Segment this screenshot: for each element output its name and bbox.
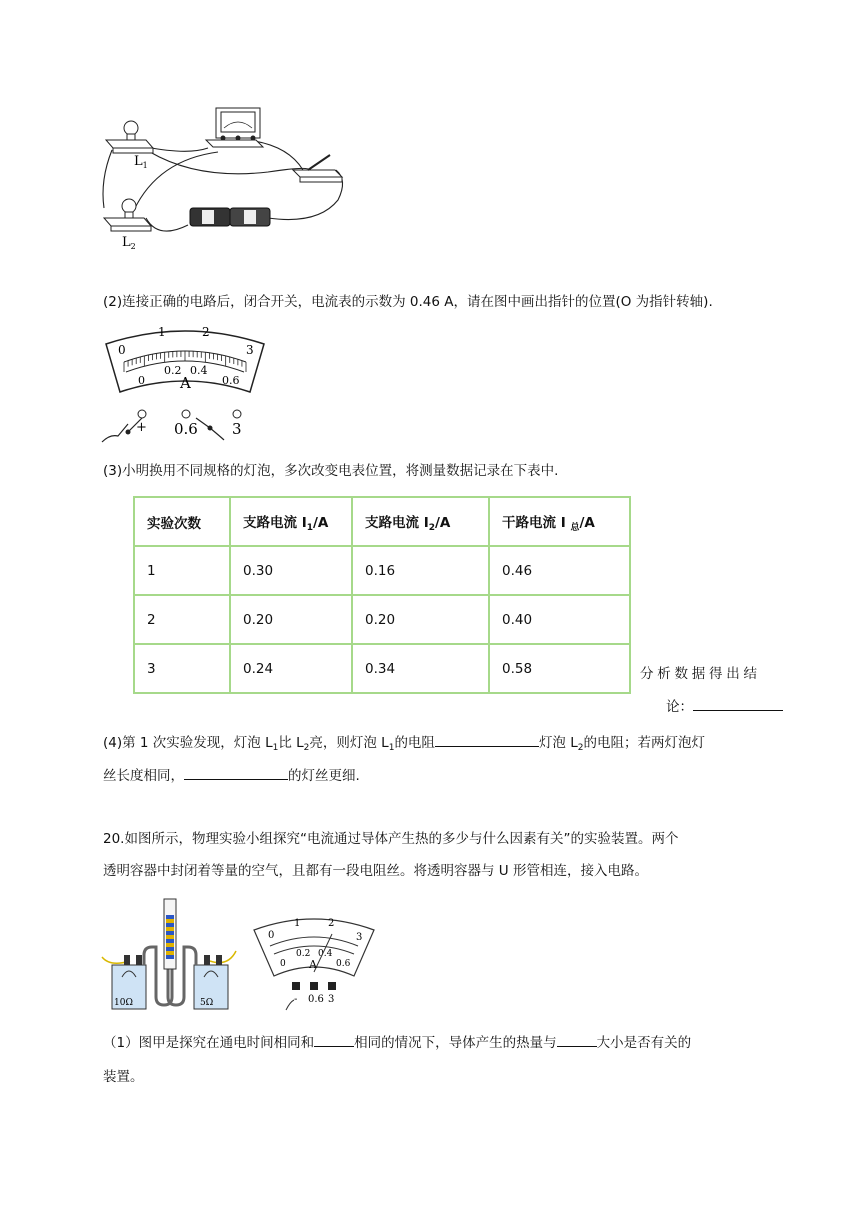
top-scale-1: 1 <box>158 325 166 339</box>
question-20-line-2: 透明容器中封闭着等量的空气，且都有一段电阻丝。将透明容器与 U 形管相连，接入电路。 <box>103 863 648 879</box>
question-20-1-line-2: 装置。 <box>103 1069 144 1085</box>
table-header-row <box>134 497 630 546</box>
cell: 0.34 <box>352 644 489 693</box>
bottom-scale-0-2: 0.2 <box>164 364 182 377</box>
header-main-i: 干路电流 I $_总$/A <box>489 497 630 546</box>
bottom-scale-0-2: 0.2 <box>296 949 311 959</box>
answer-blank <box>184 765 288 780</box>
cell: 2 <box>134 595 230 644</box>
table-row <box>134 546 630 595</box>
top-scale-0: 0 <box>118 343 126 357</box>
cell: 1 <box>134 546 230 595</box>
bottom-scale-0-4: 0.4 <box>318 949 333 959</box>
cell: 0.40 <box>489 595 630 644</box>
terminal-minus: - <box>294 994 298 1005</box>
lamp-l1-label: $L_1$ <box>134 154 148 170</box>
table-row <box>134 595 630 644</box>
cell: 0.20 <box>230 595 352 644</box>
question-20-line-1: 20.如图所示，物理实验小组探究“电流通过导体产生热的多少与什么因素有关”的实验装置。两个 <box>103 831 679 847</box>
lamp-l2-label: $L_2$ <box>122 235 136 251</box>
terminal-0-6: 0.6 <box>308 994 324 1005</box>
answer-blank <box>557 1032 597 1047</box>
cell: 0.30 <box>230 546 352 595</box>
question-2: (2)连接正确的电路后，闭合开关，电流表的示数为 0.46 A，请在图中画出指针的位置(O 为指针转轴). <box>103 294 713 310</box>
conclusion-blank <box>693 696 783 711</box>
question-3: (3)小明换用不同规格的灯泡，多次改变电表位置，将测量数据记录在下表中. <box>103 463 559 479</box>
header-branch-i1: 支路电流 $I_1/A$ <box>230 497 352 546</box>
conclusion-line-1: 分析数据得出结 <box>640 666 757 682</box>
conclusion-line-2: 论： <box>666 696 783 717</box>
answer-blank <box>314 1032 354 1047</box>
cell: 0.46 <box>489 546 630 595</box>
cell: 0.58 <box>489 644 630 693</box>
u-tube-apparatus <box>100 895 240 1015</box>
resistor-5-label: 5Ω <box>200 998 214 1008</box>
header-branch-i2: 支路电流 $I_2/A$ <box>352 497 489 546</box>
header-trial: 实验次数 <box>134 497 230 546</box>
top-scale-1: 1 <box>294 918 301 929</box>
bottom-scale-0-6: 0.6 <box>336 959 351 969</box>
circuit-diagram <box>98 100 358 260</box>
cell: 0.20 <box>352 595 489 644</box>
bottom-scale-0-6: 0.6 <box>222 374 240 387</box>
terminal-0-6: 0.6 <box>174 420 198 438</box>
question-4-line-1: (4)第 1 次实验发现，灯泡 $L_1$比 $L_2$亮，则灯泡 $L_1$的电阻 灯泡 $L_2$的电阻；若两灯泡灯 <box>103 732 705 758</box>
cell: 0.16 <box>352 546 489 595</box>
terminal-plus: + <box>136 420 147 435</box>
top-scale-3: 3 <box>356 932 363 943</box>
ammeter-dial-2 <box>250 912 378 1012</box>
measurement-table <box>133 496 631 694</box>
question-20-1-line-1: （1）图甲是探究在通电时间相同和 相同的情况下，导体产生的热量与 大小是否有关的 <box>103 1032 691 1053</box>
question-4-line-2: 丝长度相同， 的灯丝更细. <box>103 765 360 786</box>
bottom-scale-0-4: 0.4 <box>190 364 208 377</box>
bottom-scale-0: 0 <box>138 374 145 387</box>
top-scale-2: 2 <box>202 325 210 339</box>
ammeter-dial <box>100 322 270 447</box>
terminal-3: 3 <box>328 994 335 1005</box>
terminal-3: 3 <box>232 420 242 438</box>
top-scale-2: 2 <box>328 918 335 929</box>
top-scale-3: 3 <box>246 343 254 357</box>
answer-blank <box>435 732 539 747</box>
unit-label: A <box>180 374 191 392</box>
cell: 0.24 <box>230 644 352 693</box>
bottom-scale-0: 0 <box>280 959 286 969</box>
top-scale-0: 0 <box>268 930 275 941</box>
table-row <box>134 644 630 693</box>
unit-label: A <box>309 958 317 971</box>
cell: 3 <box>134 644 230 693</box>
resistor-10-label: 10Ω <box>114 998 133 1008</box>
